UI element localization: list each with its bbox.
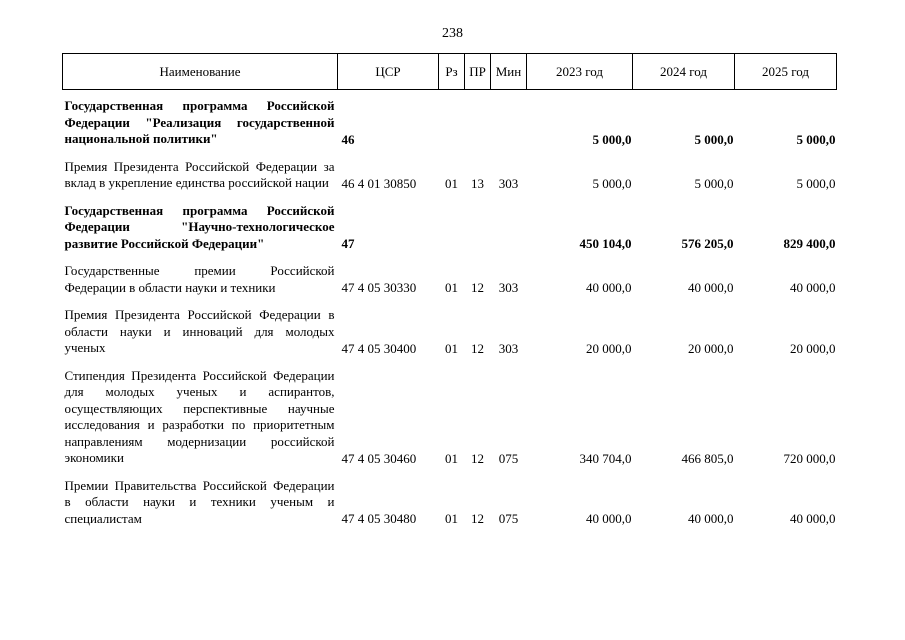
row-min: 303	[498, 175, 519, 191]
header-rz: Рз	[439, 54, 465, 90]
row-rz: 01	[445, 450, 458, 466]
row-min	[491, 195, 527, 256]
row-rz: 01	[445, 175, 458, 191]
row-2023: 5 000,0	[592, 175, 632, 191]
row-csr: 47 4 05 30400	[341, 340, 417, 356]
header-2023: 2023 год	[527, 54, 633, 90]
row-pr	[465, 195, 491, 256]
budget-table	[62, 53, 837, 530]
header-2025: 2025 год	[735, 54, 837, 90]
row-name: Премия Президента Российской Федерации за вклад в укрепление единства российской нации	[64, 158, 335, 190]
row-csr: 47 4 05 30460	[341, 450, 417, 466]
row-2025: 5 000,0	[796, 175, 836, 191]
row-name: Премии Правительства Российской Федерации в области науки и техники ученым и специалистам	[64, 477, 335, 526]
row-csr: 47 4 05 30480	[341, 511, 417, 526]
row-name: Государственная программа Российской Федерации "Реализация государственной национальной политики"	[64, 98, 335, 146]
table-row	[63, 90, 837, 151]
row-2023: 40 000,0	[586, 511, 632, 526]
row-csr: 46 4 01 30850	[341, 175, 417, 191]
row-2025: 40 000,0	[790, 280, 836, 295]
row-2025: 20 000,0	[790, 340, 836, 356]
header-csr: ЦСР	[338, 54, 439, 90]
table-row	[63, 255, 837, 299]
table-row	[63, 470, 837, 531]
row-pr: 12	[471, 511, 484, 526]
row-csr: 46	[341, 131, 355, 147]
row-name: Государственная программа Российской Федерации "Научно-технологическое развитие Российской Федерации"	[64, 202, 335, 251]
row-2024: 5 000,0	[694, 175, 734, 191]
row-name: Премия Президента Российской Федерации в области науки и инноваций для молодых ученых	[64, 307, 335, 355]
row-min	[491, 90, 527, 151]
header-name: Наименование	[63, 54, 338, 90]
row-rz: 01	[445, 280, 458, 295]
row-name: Государственные премии Российской Федерации в области науки и техники	[64, 263, 335, 295]
row-2025: 40 000,0	[790, 511, 836, 526]
row-2023: 20 000,0	[586, 340, 632, 356]
row-name: Стипендия Президента Российской Федерации для молодых ученых и аспирантов, осуществляющих перспективные научные исследования и разработки по приоритетным направлениям модернизации российской экономики	[64, 367, 335, 465]
row-2023: 40 000,0	[586, 280, 632, 295]
header-min: Мин	[491, 54, 527, 90]
page-number: 238	[442, 26, 463, 41]
row-rz	[439, 195, 465, 256]
row-pr: 12	[471, 340, 484, 356]
row-2024: 5 000,0	[694, 131, 734, 147]
row-2024: 466 805,0	[681, 450, 734, 466]
row-2025: 720 000,0	[783, 450, 836, 466]
row-2024: 40 000,0	[688, 511, 734, 526]
row-csr: 47 4 05 30330	[341, 280, 417, 295]
row-min: 303	[498, 280, 519, 295]
row-pr	[465, 90, 491, 151]
row-2023: 450 104,0	[579, 236, 632, 251]
row-pr: 13	[471, 175, 484, 191]
row-csr: 47	[341, 236, 355, 251]
row-pr: 12	[471, 450, 484, 466]
row-rz: 01	[445, 340, 458, 356]
table-row	[63, 151, 837, 195]
table-header	[63, 54, 837, 90]
row-2024: 40 000,0	[688, 280, 734, 295]
table-row	[63, 299, 837, 360]
header-pr: ПР	[465, 54, 491, 90]
table-row	[63, 360, 837, 470]
row-min: 075	[498, 450, 519, 466]
row-rz: 01	[445, 511, 458, 526]
row-2024: 20 000,0	[688, 340, 734, 356]
row-2025: 5 000,0	[796, 131, 836, 147]
row-2023: 5 000,0	[592, 131, 632, 147]
table-row	[63, 195, 837, 256]
row-rz	[439, 90, 465, 151]
row-min: 303	[498, 340, 519, 356]
row-2024: 576 205,0	[681, 236, 734, 251]
row-pr: 12	[471, 280, 484, 295]
row-2023: 340 704,0	[579, 450, 632, 466]
row-min: 075	[498, 511, 519, 526]
row-2025: 829 400,0	[783, 236, 836, 251]
header-2024: 2024 год	[633, 54, 735, 90]
